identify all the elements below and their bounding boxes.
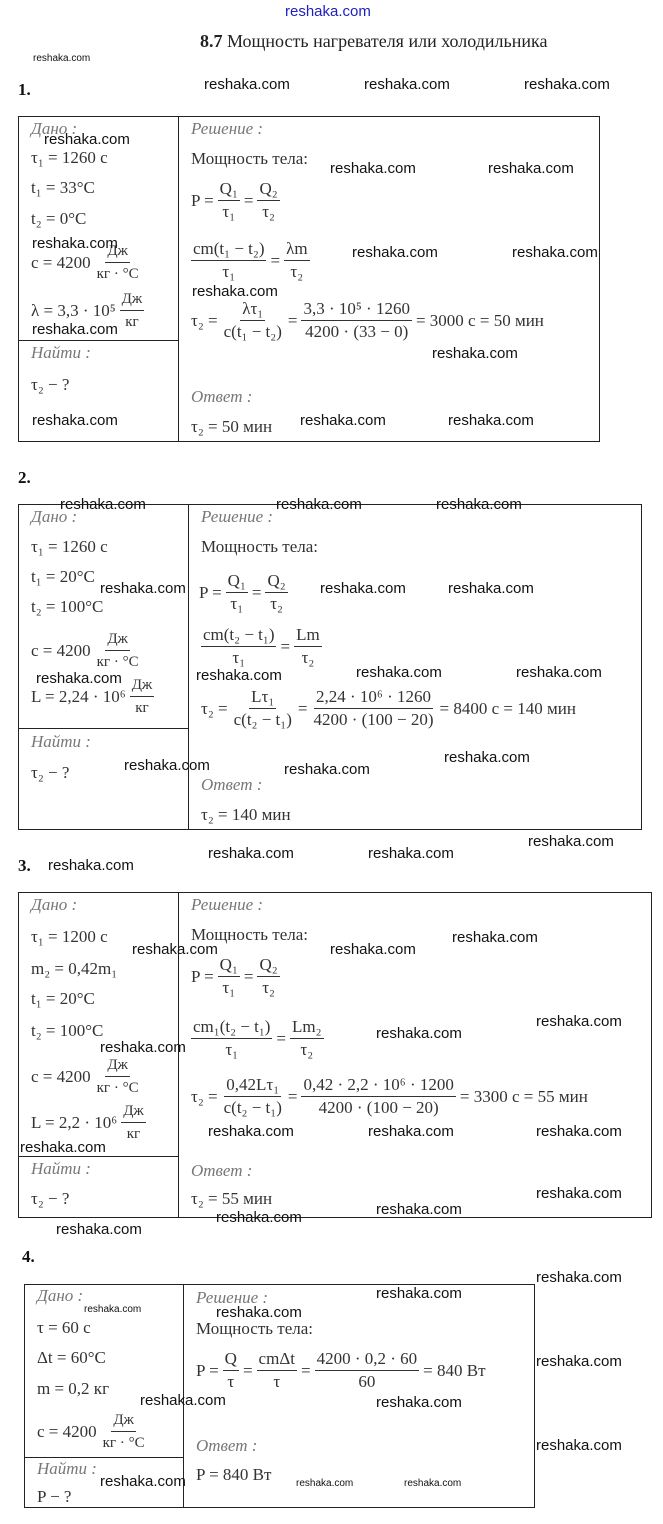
fraction — [257, 955, 279, 998]
denominator: c(t₂ − t₁) — [233, 710, 292, 729]
watermark: reshaka.com — [512, 244, 598, 261]
given-label: Дано : — [31, 507, 78, 526]
page-title — [200, 31, 547, 52]
watermark: reshaka.com — [352, 244, 438, 261]
denominator: кг — [126, 1126, 141, 1142]
fraction — [257, 1349, 297, 1392]
watermark: reshaka.com — [368, 1123, 454, 1140]
watermark: reshaka.com — [33, 53, 91, 64]
watermark: reshaka.com — [216, 1304, 302, 1321]
find-item: τ₂ − ? — [31, 763, 70, 782]
solution-label: Решение : — [196, 1288, 269, 1307]
numerator: 2,24 · 10⁶ · 1260 — [314, 687, 433, 709]
numerator: Дж — [111, 1410, 136, 1432]
denominator: τ₁ — [225, 1040, 239, 1059]
given-item: τ = 60 с — [37, 1318, 91, 1337]
denominator: τ₁ — [232, 648, 246, 667]
denominator: кг — [125, 314, 139, 330]
watermark: reshaka.com — [516, 664, 602, 681]
fraction — [284, 239, 309, 282]
term: = — [276, 1028, 286, 1048]
given-item: t₁ = 20°C — [31, 989, 95, 1008]
answer-label: Ответ : — [196, 1436, 258, 1455]
unit-fraction — [120, 289, 145, 332]
watermark: reshaka.com — [376, 1394, 462, 1411]
numerator: Дж — [105, 629, 130, 651]
watermark: reshaka.com — [536, 1123, 622, 1140]
equation — [199, 625, 324, 668]
watermark: reshaka.com — [124, 757, 210, 774]
numerator: Q₂ — [257, 179, 279, 201]
term: = — [287, 310, 298, 330]
watermark: reshaka.com — [444, 749, 530, 766]
watermark: reshaka.com — [208, 1123, 294, 1140]
watermark: reshaka.com — [376, 1025, 462, 1042]
unit-fraction — [101, 1410, 147, 1453]
watermark: reshaka.com — [296, 1478, 354, 1489]
watermark: reshaka.com — [132, 941, 218, 958]
given-item: m = 0,2 кг — [37, 1379, 110, 1398]
value: L = 2,2 · 10⁶ — [31, 1112, 118, 1132]
value: c = 4200 — [37, 1421, 97, 1441]
numerator: Дж — [121, 1101, 146, 1123]
watermark: reshaka.com — [100, 1473, 186, 1490]
watermark: reshaka.com — [32, 321, 118, 338]
numerator: 4200 · 0,2 · 60 — [315, 1349, 420, 1371]
denominator: τ₂ — [262, 202, 275, 221]
watermark: reshaka.com — [536, 1013, 622, 1030]
given-item: τ₁ = 1200 с — [31, 927, 108, 946]
fraction — [222, 299, 284, 342]
watermark: reshaka.com — [452, 929, 538, 946]
given-item: t₂ = 100°C — [31, 597, 104, 616]
equation — [197, 571, 290, 614]
watermark: reshaka.com — [330, 941, 416, 958]
numerator: Q₁ — [226, 571, 248, 593]
fraction — [191, 1017, 272, 1060]
watermark: reshaka.com — [404, 1478, 462, 1489]
equation — [189, 955, 282, 998]
solution-text: Мощность тела: — [191, 149, 309, 168]
row-divider — [19, 340, 178, 341]
result: = 3300 с = 55 мин — [459, 1086, 588, 1106]
given-item: τ₁ = 1260 с — [31, 148, 108, 167]
numerator: Дж — [105, 241, 130, 263]
watermark: reshaka.com — [100, 580, 186, 597]
denominator: τ₁ — [230, 594, 244, 613]
equation — [189, 299, 546, 342]
fraction — [315, 1349, 420, 1392]
given-item — [35, 1410, 149, 1453]
numerator: 0,42 · 2,2 · 10⁶ · 1200 — [301, 1075, 455, 1097]
numerator: cm₁(t₂ − t₁) — [191, 1017, 272, 1039]
watermark: reshaka.com — [364, 76, 450, 93]
term: τ₂ = — [191, 310, 218, 330]
numerator: cm(t₁ − t₂) — [191, 239, 266, 261]
row-divider — [25, 1457, 183, 1458]
numerator: Lτ₁ — [249, 687, 276, 709]
solution-text: Мощность тела: — [201, 537, 319, 556]
find-item: P − ? — [37, 1487, 72, 1506]
answer-value: τ₂ = 140 мин — [201, 805, 291, 824]
term: = — [243, 966, 254, 986]
watermark: reshaka.com — [368, 845, 454, 862]
denominator: c(t₂ − t₁) — [223, 1098, 282, 1117]
denominator: 4200 · (100 − 20) — [313, 710, 434, 729]
fraction — [290, 1017, 324, 1060]
term: τ₂ = — [201, 698, 228, 718]
given-item: t₁ = 33°C — [31, 178, 95, 197]
find-item: τ₂ − ? — [31, 1189, 70, 1208]
term: τ₂ = — [191, 1086, 218, 1106]
solution-label: Решение : — [201, 507, 274, 526]
term: = — [280, 636, 291, 656]
numerator: Q₁ — [218, 179, 240, 201]
watermark: reshaka.com — [320, 580, 406, 597]
solution-label: Решение : — [191, 895, 264, 914]
column-divider — [188, 505, 189, 829]
equation — [189, 239, 312, 282]
watermark: reshaka.com — [436, 496, 522, 513]
watermark: reshaka.com — [300, 412, 386, 429]
given-item: m₂ = 0,42m₁ — [31, 959, 118, 978]
numerator: 3,3 · 10⁵ · 1260 — [301, 299, 412, 321]
site-watermark-header[interactable]: reshaka.com — [285, 3, 371, 20]
given-item: Δt = 60°C — [37, 1348, 106, 1367]
term: = — [251, 582, 262, 602]
numerator: Дж — [120, 289, 145, 311]
denominator: кг · °C — [96, 1080, 139, 1096]
numerator: λτ₁ — [240, 299, 265, 321]
problem-number: 2. — [18, 468, 31, 487]
value: c = 4200 — [31, 1066, 91, 1086]
section-title: Мощность нагревателя или холодильника — [227, 31, 548, 51]
unit-fraction — [130, 675, 155, 718]
term: P = — [191, 190, 214, 210]
watermark: reshaka.com — [536, 1269, 622, 1286]
numerator: Q₁ — [218, 955, 240, 977]
denominator: τ₁ — [222, 202, 236, 221]
fraction — [218, 179, 240, 222]
watermark: reshaka.com — [536, 1185, 622, 1202]
value: L = 2,24 · 10⁶ — [31, 686, 126, 706]
given-item — [29, 629, 143, 672]
given-item: t₂ = 0°C — [31, 209, 87, 228]
problem-number: 1. — [18, 80, 31, 99]
watermark: reshaka.com — [216, 1209, 302, 1226]
term: = — [270, 250, 281, 270]
watermark: reshaka.com — [44, 131, 130, 148]
denominator: τ — [227, 1372, 235, 1391]
equation — [199, 687, 578, 730]
watermark: reshaka.com — [32, 235, 118, 252]
value: c = 4200 — [31, 252, 91, 272]
watermark: reshaka.com — [140, 1392, 226, 1409]
given-label: Дано : — [31, 119, 78, 138]
equation — [194, 1349, 488, 1392]
section-number: 8.7 — [200, 31, 223, 51]
watermark: reshaka.com — [208, 845, 294, 862]
find-label: Найти : — [31, 1159, 91, 1178]
answer-label: Ответ : — [191, 1161, 253, 1180]
find-label: Найти : — [37, 1459, 97, 1478]
watermark: reshaka.com — [84, 1304, 142, 1315]
denominator: кг · °C — [102, 1435, 145, 1451]
result: = 840 Вт — [423, 1360, 486, 1380]
fraction — [301, 299, 412, 342]
fraction — [311, 687, 435, 730]
problem-number: 3. — [18, 856, 31, 875]
watermark: reshaka.com — [448, 412, 534, 429]
given-item: τ₁ = 1260 с — [31, 537, 108, 556]
denominator: кг — [135, 700, 149, 716]
watermark: reshaka.com — [32, 412, 118, 429]
equation — [189, 1017, 326, 1060]
value: λ = 3,3 · 10⁵ — [31, 300, 116, 320]
fraction — [257, 179, 279, 222]
numerator: cmΔt — [257, 1349, 297, 1371]
watermark: reshaka.com — [20, 1139, 106, 1156]
numerator: Дж — [130, 675, 155, 697]
numerator: cm(t₂ − t₁) — [201, 625, 276, 647]
fraction — [191, 239, 266, 282]
given-item — [29, 1055, 143, 1098]
equation — [189, 1075, 590, 1118]
solution-label: Решение : — [191, 119, 264, 138]
watermark: reshaka.com — [376, 1285, 462, 1302]
given-item — [29, 1101, 148, 1144]
fraction — [223, 1349, 239, 1392]
denominator: 4200 · (33 − 0) — [305, 322, 409, 341]
denominator: τ₁ — [222, 262, 236, 281]
equation — [189, 179, 282, 222]
fraction — [232, 687, 294, 730]
denominator: τ₂ — [290, 262, 304, 281]
row-divider — [19, 1156, 178, 1157]
watermark: reshaka.com — [356, 664, 442, 681]
term: = — [287, 1086, 298, 1106]
denominator: τ₂ — [300, 1040, 314, 1059]
given-item: t₁ = 20°C — [31, 567, 95, 586]
watermark: reshaka.com — [192, 283, 278, 300]
watermark: reshaka.com — [196, 667, 282, 684]
result: = 8400 с = 140 мин — [439, 698, 576, 718]
fraction — [294, 625, 322, 668]
watermark: reshaka.com — [36, 670, 122, 687]
given-item: t₂ = 100°C — [31, 1021, 104, 1040]
denominator: кг · °C — [96, 266, 139, 282]
fraction — [301, 1075, 455, 1118]
watermark: reshaka.com — [528, 833, 614, 850]
term: P = — [196, 1360, 219, 1380]
numerator: λm — [284, 239, 309, 261]
unit-fraction — [121, 1101, 146, 1144]
answer-label: Ответ : — [191, 387, 253, 406]
watermark: reshaka.com — [276, 496, 362, 513]
numerator: Дж — [105, 1055, 130, 1077]
problem-number: 4. — [22, 1247, 35, 1266]
fraction — [201, 625, 276, 668]
result: = 3000 с = 50 мин — [415, 310, 544, 330]
numerator: Lm — [294, 625, 322, 647]
denominator: 4200 · (100 − 20) — [318, 1098, 439, 1117]
numerator: Q — [223, 1349, 239, 1371]
denominator: 60 — [358, 1372, 376, 1391]
answer-value: τ₂ = 50 мин — [191, 417, 273, 436]
fraction — [265, 571, 287, 614]
unit-fraction — [95, 629, 141, 672]
find-label: Найти : — [31, 343, 91, 362]
row-divider — [19, 728, 188, 729]
watermark: reshaka.com — [432, 345, 518, 362]
watermark: reshaka.com — [60, 496, 146, 513]
fraction — [218, 955, 240, 998]
numerator: Q₂ — [265, 571, 287, 593]
column-divider — [178, 117, 179, 441]
numerator: 0,42Lτ₁ — [224, 1075, 281, 1097]
term: = — [242, 1360, 253, 1380]
watermark: reshaka.com — [524, 76, 610, 93]
denominator: кг · °C — [96, 654, 139, 670]
watermark: reshaka.com — [448, 580, 534, 597]
given-label: Дано : — [37, 1286, 84, 1305]
value: c = 4200 — [31, 640, 91, 660]
term: = — [243, 190, 254, 210]
term: P = — [191, 966, 214, 986]
denominator: τ₂ — [262, 978, 275, 997]
unit-fraction — [95, 1055, 141, 1098]
answer-value: P = 840 Вт — [196, 1465, 272, 1484]
watermark: reshaka.com — [204, 76, 290, 93]
find-label: Найти : — [31, 732, 91, 751]
watermark: reshaka.com — [376, 1201, 462, 1218]
answer-value: τ₂ = 55 мин — [191, 1189, 273, 1208]
fraction — [222, 1075, 284, 1118]
term: = — [297, 698, 308, 718]
denominator: τ₂ — [301, 648, 315, 667]
watermark: reshaka.com — [488, 160, 574, 177]
numerator: Lm₂ — [290, 1017, 324, 1039]
watermark: reshaka.com — [330, 160, 416, 177]
watermark: reshaka.com — [284, 761, 370, 778]
denominator: c(t₁ − t₂) — [223, 322, 282, 341]
denominator: τ₁ — [222, 978, 236, 997]
watermark: reshaka.com — [48, 857, 134, 874]
denominator: τ₂ — [270, 594, 283, 613]
term: P = — [199, 582, 222, 602]
numerator: Q₂ — [257, 955, 279, 977]
watermark: reshaka.com — [56, 1221, 142, 1238]
find-item: τ₂ − ? — [31, 375, 70, 394]
solution-text: Мощность тела: — [196, 1319, 314, 1338]
fraction — [226, 571, 248, 614]
term: = — [300, 1360, 311, 1380]
solution-text: Мощность тела: — [191, 925, 309, 944]
answer-label: Ответ : — [201, 775, 263, 794]
watermark: reshaka.com — [536, 1437, 622, 1454]
watermark: reshaka.com — [536, 1353, 622, 1370]
given-label: Дано : — [31, 895, 78, 914]
denominator: τ — [273, 1372, 281, 1391]
watermark: reshaka.com — [100, 1039, 186, 1056]
